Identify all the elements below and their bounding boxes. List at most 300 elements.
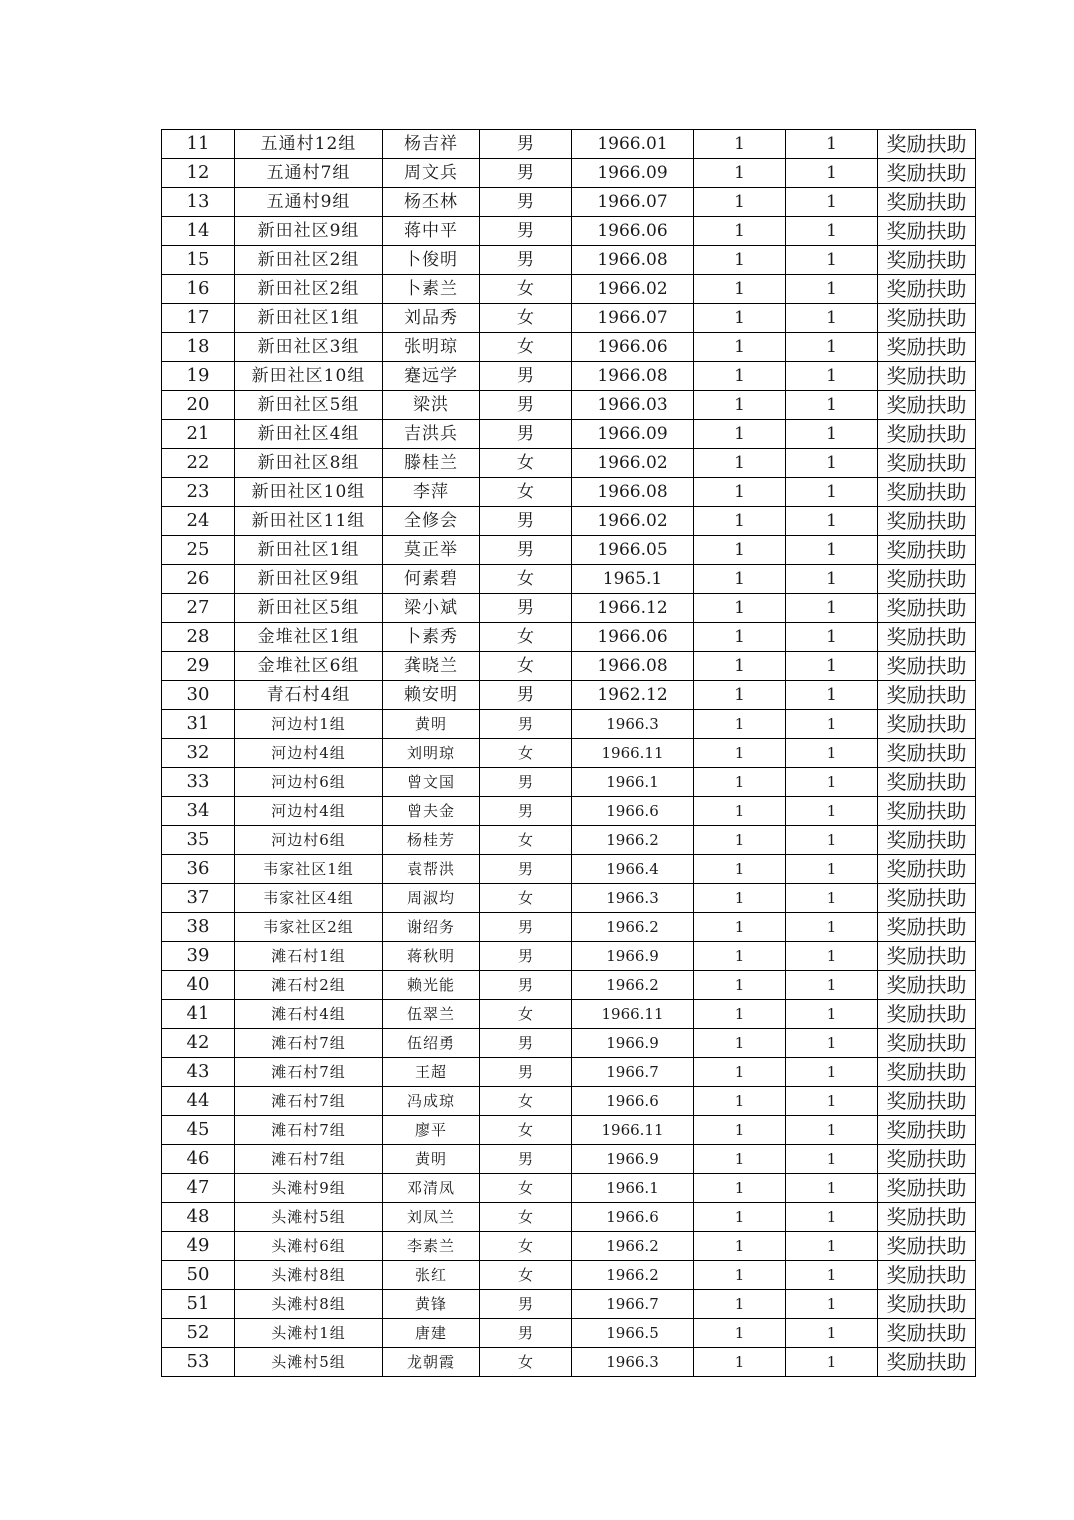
table-row <box>162 1261 976 1290</box>
support-type-cell: 奖励扶助 <box>878 1145 976 1174</box>
name-cell: 周淑均 <box>383 884 480 913</box>
birth-date-cell: 1966.11 <box>572 1000 694 1029</box>
row-number-cell: 40 <box>162 971 235 1000</box>
support-type-cell: 奖励扶助 <box>878 304 976 333</box>
count-a-cell: 1 <box>694 391 786 420</box>
gender-cell: 男 <box>480 1290 572 1319</box>
count-b-cell: 1 <box>786 304 878 333</box>
count-a-cell: 1 <box>694 478 786 507</box>
name-cell: 刘明琼 <box>383 739 480 768</box>
location-cell: 头滩村1组 <box>235 1319 383 1348</box>
location-cell: 新田社区10组 <box>235 478 383 507</box>
name-cell: 刘品秀 <box>383 304 480 333</box>
support-type-cell: 奖励扶助 <box>878 971 976 1000</box>
count-a-cell: 1 <box>694 1290 786 1319</box>
gender-cell: 女 <box>480 623 572 652</box>
gender-cell: 男 <box>480 536 572 565</box>
birth-date-cell: 1966.6 <box>572 1087 694 1116</box>
support-type-cell: 奖励扶助 <box>878 449 976 478</box>
gender-cell: 男 <box>480 1145 572 1174</box>
count-b-cell: 1 <box>786 623 878 652</box>
birth-date-cell: 1966.5 <box>572 1319 694 1348</box>
count-b-cell: 1 <box>786 1319 878 1348</box>
count-a-cell: 1 <box>694 188 786 217</box>
birth-date-cell: 1966.12 <box>572 594 694 623</box>
name-cell: 曾文国 <box>383 768 480 797</box>
name-cell: 杨吉祥 <box>383 130 480 159</box>
birth-date-cell: 1966.2 <box>572 1261 694 1290</box>
birth-date-cell: 1966.08 <box>572 652 694 681</box>
support-type-cell: 奖励扶助 <box>878 362 976 391</box>
count-a-cell: 1 <box>694 971 786 1000</box>
table-row <box>162 855 976 884</box>
support-type-cell: 奖励扶助 <box>878 710 976 739</box>
birth-date-cell: 1966.2 <box>572 826 694 855</box>
birth-date-cell: 1966.08 <box>572 362 694 391</box>
gender-cell: 男 <box>480 391 572 420</box>
row-number-cell: 38 <box>162 913 235 942</box>
birth-date-cell: 1962.12 <box>572 681 694 710</box>
gender-cell: 女 <box>480 739 572 768</box>
support-type-cell: 奖励扶助 <box>878 826 976 855</box>
location-cell: 头滩村6组 <box>235 1232 383 1261</box>
count-a-cell: 1 <box>694 1029 786 1058</box>
table-row <box>162 710 976 739</box>
row-number-cell: 21 <box>162 420 235 449</box>
table-row <box>162 971 976 1000</box>
count-a-cell: 1 <box>694 565 786 594</box>
count-a-cell: 1 <box>694 1348 786 1377</box>
count-b-cell: 1 <box>786 1145 878 1174</box>
gender-cell: 男 <box>480 420 572 449</box>
count-b-cell: 1 <box>786 333 878 362</box>
name-cell: 冯成琼 <box>383 1087 480 1116</box>
support-type-cell: 奖励扶助 <box>878 507 976 536</box>
count-b-cell: 1 <box>786 1000 878 1029</box>
birth-date-cell: 1966.9 <box>572 1145 694 1174</box>
support-type-cell: 奖励扶助 <box>878 594 976 623</box>
name-cell: 黄明 <box>383 710 480 739</box>
name-cell: 何素碧 <box>383 565 480 594</box>
name-cell: 李素兰 <box>383 1232 480 1261</box>
name-cell: 李萍 <box>383 478 480 507</box>
birth-date-cell: 1966.7 <box>572 1058 694 1087</box>
name-cell: 蒋秋明 <box>383 942 480 971</box>
count-b-cell: 1 <box>786 130 878 159</box>
support-type-cell: 奖励扶助 <box>878 1174 976 1203</box>
name-cell: 卜俊明 <box>383 246 480 275</box>
name-cell: 赖光能 <box>383 971 480 1000</box>
birth-date-cell: 1966.02 <box>572 449 694 478</box>
count-b-cell: 1 <box>786 362 878 391</box>
location-cell: 滩石村4组 <box>235 1000 383 1029</box>
location-cell: 新田社区4组 <box>235 420 383 449</box>
support-type-cell: 奖励扶助 <box>878 159 976 188</box>
support-type-cell: 奖励扶助 <box>878 565 976 594</box>
row-number-cell: 42 <box>162 1029 235 1058</box>
gender-cell: 男 <box>480 507 572 536</box>
count-a-cell: 1 <box>694 913 786 942</box>
name-cell: 卜素兰 <box>383 275 480 304</box>
row-number-cell: 23 <box>162 478 235 507</box>
table-row <box>162 246 976 275</box>
table-row <box>162 826 976 855</box>
location-cell: 韦家社区2组 <box>235 913 383 942</box>
name-cell: 滕桂兰 <box>383 449 480 478</box>
table-row <box>162 1145 976 1174</box>
table-row <box>162 913 976 942</box>
gender-cell: 女 <box>480 449 572 478</box>
count-b-cell: 1 <box>786 1348 878 1377</box>
count-a-cell: 1 <box>694 1000 786 1029</box>
location-cell: 新田社区5组 <box>235 594 383 623</box>
support-type-cell: 奖励扶助 <box>878 246 976 275</box>
location-cell: 新田社区5组 <box>235 391 383 420</box>
name-cell: 刘凤兰 <box>383 1203 480 1232</box>
name-cell: 谢绍务 <box>383 913 480 942</box>
table-row <box>162 652 976 681</box>
gender-cell: 男 <box>480 1029 572 1058</box>
birth-date-cell: 1966.1 <box>572 1174 694 1203</box>
row-number-cell: 48 <box>162 1203 235 1232</box>
row-number-cell: 18 <box>162 333 235 362</box>
gender-cell: 女 <box>480 1087 572 1116</box>
birth-date-cell: 1966.06 <box>572 623 694 652</box>
location-cell: 新田社区1组 <box>235 304 383 333</box>
support-type-cell: 奖励扶助 <box>878 217 976 246</box>
row-number-cell: 24 <box>162 507 235 536</box>
table-row <box>162 1319 976 1348</box>
name-cell: 黄明 <box>383 1145 480 1174</box>
location-cell: 头滩村8组 <box>235 1261 383 1290</box>
name-cell: 杨桂芳 <box>383 826 480 855</box>
count-a-cell: 1 <box>694 333 786 362</box>
row-number-cell: 33 <box>162 768 235 797</box>
location-cell: 新田社区10组 <box>235 362 383 391</box>
row-number-cell: 26 <box>162 565 235 594</box>
gender-cell: 男 <box>480 1058 572 1087</box>
gender-cell: 男 <box>480 594 572 623</box>
support-type-cell: 奖励扶助 <box>878 739 976 768</box>
count-b-cell: 1 <box>786 826 878 855</box>
roster-table-body <box>162 130 976 1377</box>
row-number-cell: 19 <box>162 362 235 391</box>
table-row <box>162 594 976 623</box>
gender-cell: 男 <box>480 217 572 246</box>
birth-date-cell: 1966.06 <box>572 333 694 362</box>
count-b-cell: 1 <box>786 1261 878 1290</box>
birth-date-cell: 1966.07 <box>572 188 694 217</box>
gender-cell: 女 <box>480 1261 572 1290</box>
row-number-cell: 49 <box>162 1232 235 1261</box>
count-b-cell: 1 <box>786 594 878 623</box>
count-a-cell: 1 <box>694 1232 786 1261</box>
location-cell: 金堆社区1组 <box>235 623 383 652</box>
gender-cell: 女 <box>480 1174 572 1203</box>
table-row <box>162 188 976 217</box>
row-number-cell: 11 <box>162 130 235 159</box>
support-type-cell: 奖励扶助 <box>878 652 976 681</box>
support-type-cell: 奖励扶助 <box>878 681 976 710</box>
row-number-cell: 30 <box>162 681 235 710</box>
table-row <box>162 1203 976 1232</box>
name-cell: 张红 <box>383 1261 480 1290</box>
table-row <box>162 565 976 594</box>
location-cell: 河边村1组 <box>235 710 383 739</box>
table-row <box>162 362 976 391</box>
count-a-cell: 1 <box>694 449 786 478</box>
count-b-cell: 1 <box>786 1058 878 1087</box>
location-cell: 滩石村7组 <box>235 1087 383 1116</box>
count-b-cell: 1 <box>786 1116 878 1145</box>
support-type-cell: 奖励扶助 <box>878 130 976 159</box>
support-type-cell: 奖励扶助 <box>878 1290 976 1319</box>
name-cell: 唐建 <box>383 1319 480 1348</box>
count-b-cell: 1 <box>786 449 878 478</box>
count-a-cell: 1 <box>694 246 786 275</box>
location-cell: 滩石村1组 <box>235 942 383 971</box>
row-number-cell: 41 <box>162 1000 235 1029</box>
support-type-cell: 奖励扶助 <box>878 1029 976 1058</box>
count-b-cell: 1 <box>786 1203 878 1232</box>
gender-cell: 女 <box>480 884 572 913</box>
count-b-cell: 1 <box>786 681 878 710</box>
count-a-cell: 1 <box>694 797 786 826</box>
location-cell: 新田社区8组 <box>235 449 383 478</box>
location-cell: 新田社区9组 <box>235 217 383 246</box>
count-b-cell: 1 <box>786 884 878 913</box>
name-cell: 梁小斌 <box>383 594 480 623</box>
count-a-cell: 1 <box>694 536 786 565</box>
gender-cell: 女 <box>480 478 572 507</box>
count-a-cell: 1 <box>694 768 786 797</box>
count-a-cell: 1 <box>694 1174 786 1203</box>
row-number-cell: 13 <box>162 188 235 217</box>
count-b-cell: 1 <box>786 1029 878 1058</box>
table-row <box>162 1348 976 1377</box>
name-cell: 全修会 <box>383 507 480 536</box>
row-number-cell: 14 <box>162 217 235 246</box>
table-row <box>162 159 976 188</box>
birth-date-cell: 1966.9 <box>572 1029 694 1058</box>
location-cell: 河边村6组 <box>235 826 383 855</box>
gender-cell: 男 <box>480 710 572 739</box>
row-number-cell: 53 <box>162 1348 235 1377</box>
count-b-cell: 1 <box>786 1290 878 1319</box>
count-a-cell: 1 <box>694 1116 786 1145</box>
count-b-cell: 1 <box>786 652 878 681</box>
count-a-cell: 1 <box>694 420 786 449</box>
count-a-cell: 1 <box>694 623 786 652</box>
name-cell: 伍绍勇 <box>383 1029 480 1058</box>
count-b-cell: 1 <box>786 159 878 188</box>
count-b-cell: 1 <box>786 768 878 797</box>
name-cell: 龚晓兰 <box>383 652 480 681</box>
row-number-cell: 28 <box>162 623 235 652</box>
count-b-cell: 1 <box>786 1174 878 1203</box>
count-a-cell: 1 <box>694 130 786 159</box>
gender-cell: 男 <box>480 130 572 159</box>
support-type-cell: 奖励扶助 <box>878 942 976 971</box>
birth-date-cell: 1966.03 <box>572 391 694 420</box>
location-cell: 五通村12组 <box>235 130 383 159</box>
count-b-cell: 1 <box>786 507 878 536</box>
count-a-cell: 1 <box>694 304 786 333</box>
table-row <box>162 739 976 768</box>
name-cell: 梁洪 <box>383 391 480 420</box>
location-cell: 新田社区2组 <box>235 275 383 304</box>
count-b-cell: 1 <box>786 391 878 420</box>
location-cell: 滩石村2组 <box>235 971 383 1000</box>
table-row <box>162 884 976 913</box>
name-cell: 卜素秀 <box>383 623 480 652</box>
table-row <box>162 333 976 362</box>
gender-cell: 女 <box>480 275 572 304</box>
support-type-cell: 奖励扶助 <box>878 391 976 420</box>
birth-date-cell: 1966.4 <box>572 855 694 884</box>
table-row <box>162 1087 976 1116</box>
birth-date-cell: 1966.11 <box>572 739 694 768</box>
name-cell: 蒋中平 <box>383 217 480 246</box>
name-cell: 赖安明 <box>383 681 480 710</box>
location-cell: 头滩村9组 <box>235 1174 383 1203</box>
support-type-cell: 奖励扶助 <box>878 478 976 507</box>
support-type-cell: 奖励扶助 <box>878 623 976 652</box>
count-a-cell: 1 <box>694 942 786 971</box>
count-b-cell: 1 <box>786 536 878 565</box>
birth-date-cell: 1966.6 <box>572 1203 694 1232</box>
table-row <box>162 623 976 652</box>
birth-date-cell: 1966.02 <box>572 275 694 304</box>
table-row <box>162 1290 976 1319</box>
location-cell: 头滩村5组 <box>235 1203 383 1232</box>
support-type-cell: 奖励扶助 <box>878 797 976 826</box>
count-b-cell: 1 <box>786 942 878 971</box>
gender-cell: 男 <box>480 971 572 1000</box>
gender-cell: 女 <box>480 826 572 855</box>
row-number-cell: 34 <box>162 797 235 826</box>
name-cell: 张明琼 <box>383 333 480 362</box>
location-cell: 新田社区2组 <box>235 246 383 275</box>
table-row <box>162 304 976 333</box>
support-type-cell: 奖励扶助 <box>878 913 976 942</box>
count-b-cell: 1 <box>786 971 878 1000</box>
name-cell: 邓清凤 <box>383 1174 480 1203</box>
birth-date-cell: 1966.3 <box>572 884 694 913</box>
count-a-cell: 1 <box>694 275 786 304</box>
row-number-cell: 39 <box>162 942 235 971</box>
row-number-cell: 22 <box>162 449 235 478</box>
row-number-cell: 50 <box>162 1261 235 1290</box>
count-a-cell: 1 <box>694 594 786 623</box>
count-a-cell: 1 <box>694 681 786 710</box>
birth-date-cell: 1966.3 <box>572 710 694 739</box>
location-cell: 新田社区1组 <box>235 536 383 565</box>
row-number-cell: 32 <box>162 739 235 768</box>
birth-date-cell: 1966.02 <box>572 507 694 536</box>
table-row <box>162 420 976 449</box>
birth-date-cell: 1966.2 <box>572 971 694 1000</box>
table-row <box>162 1029 976 1058</box>
gender-cell: 男 <box>480 768 572 797</box>
birth-date-cell: 1966.1 <box>572 768 694 797</box>
birth-date-cell: 1966.2 <box>572 1232 694 1261</box>
roster-table <box>161 129 976 1377</box>
name-cell: 蹇远学 <box>383 362 480 391</box>
name-cell: 周文兵 <box>383 159 480 188</box>
row-number-cell: 43 <box>162 1058 235 1087</box>
gender-cell: 女 <box>480 304 572 333</box>
row-number-cell: 25 <box>162 536 235 565</box>
support-type-cell: 奖励扶助 <box>878 1203 976 1232</box>
location-cell: 滩石村7组 <box>235 1116 383 1145</box>
count-a-cell: 1 <box>694 826 786 855</box>
birth-date-cell: 1966.11 <box>572 1116 694 1145</box>
row-number-cell: 29 <box>162 652 235 681</box>
count-a-cell: 1 <box>694 884 786 913</box>
location-cell: 河边村4组 <box>235 739 383 768</box>
birth-date-cell: 1966.6 <box>572 797 694 826</box>
support-type-cell: 奖励扶助 <box>878 275 976 304</box>
birth-date-cell: 1966.08 <box>572 246 694 275</box>
birth-date-cell: 1966.08 <box>572 478 694 507</box>
gender-cell: 女 <box>480 1203 572 1232</box>
count-a-cell: 1 <box>694 1087 786 1116</box>
birth-date-cell: 1966.3 <box>572 1348 694 1377</box>
count-a-cell: 1 <box>694 217 786 246</box>
gender-cell: 男 <box>480 797 572 826</box>
support-type-cell: 奖励扶助 <box>878 536 976 565</box>
location-cell: 滩石村7组 <box>235 1029 383 1058</box>
name-cell: 吉洪兵 <box>383 420 480 449</box>
location-cell: 滩石村7组 <box>235 1058 383 1087</box>
gender-cell: 男 <box>480 246 572 275</box>
table-row <box>162 768 976 797</box>
count-b-cell: 1 <box>786 739 878 768</box>
row-number-cell: 52 <box>162 1319 235 1348</box>
table-row <box>162 1174 976 1203</box>
row-number-cell: 27 <box>162 594 235 623</box>
table-row <box>162 1232 976 1261</box>
row-number-cell: 12 <box>162 159 235 188</box>
count-a-cell: 1 <box>694 710 786 739</box>
birth-date-cell: 1966.09 <box>572 420 694 449</box>
name-cell: 伍翠兰 <box>383 1000 480 1029</box>
count-a-cell: 1 <box>694 1058 786 1087</box>
location-cell: 头滩村8组 <box>235 1290 383 1319</box>
table-row <box>162 536 976 565</box>
gender-cell: 男 <box>480 362 572 391</box>
gender-cell: 女 <box>480 1348 572 1377</box>
support-type-cell: 奖励扶助 <box>878 1116 976 1145</box>
count-b-cell: 1 <box>786 275 878 304</box>
row-number-cell: 31 <box>162 710 235 739</box>
row-number-cell: 35 <box>162 826 235 855</box>
gender-cell: 女 <box>480 1000 572 1029</box>
name-cell: 莫正举 <box>383 536 480 565</box>
gender-cell: 女 <box>480 565 572 594</box>
table-row <box>162 681 976 710</box>
support-type-cell: 奖励扶助 <box>878 1087 976 1116</box>
row-number-cell: 15 <box>162 246 235 275</box>
gender-cell: 男 <box>480 188 572 217</box>
support-type-cell: 奖励扶助 <box>878 1000 976 1029</box>
birth-date-cell: 1966.05 <box>572 536 694 565</box>
location-cell: 五通村7组 <box>235 159 383 188</box>
count-b-cell: 1 <box>786 1087 878 1116</box>
gender-cell: 男 <box>480 681 572 710</box>
birth-date-cell: 1965.1 <box>572 565 694 594</box>
